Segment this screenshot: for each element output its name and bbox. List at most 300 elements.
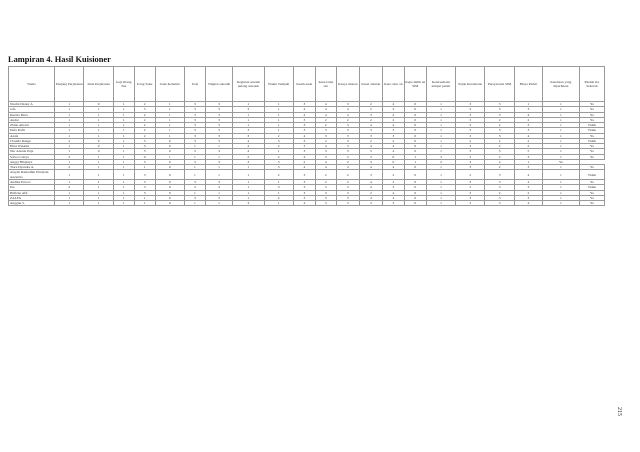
table-cell: Ya [543, 159, 580, 164]
table-cell: 1 [543, 179, 580, 184]
respondent-name-cell: Tiara Dyandra A. [9, 165, 55, 170]
table-cell: 1 [55, 149, 84, 154]
table-cell: 3 [359, 201, 382, 206]
table-cell: 3 [184, 179, 205, 184]
respondent-name-cell: Naufal Dzaky A [9, 102, 55, 107]
table-cell: 1 [55, 201, 84, 206]
table-cell: 3 [184, 117, 205, 122]
table-cell: 2 [359, 190, 382, 195]
table-cell: Ya [579, 117, 604, 122]
table-cell: 1 [84, 112, 113, 117]
table-cell: 2 [264, 154, 293, 159]
table-cell: 1 [426, 133, 455, 138]
table-cell: 4 [315, 159, 336, 164]
table-cell: 0 [155, 159, 184, 164]
table-cell: 4 [233, 144, 264, 149]
table-cell: Ya [579, 190, 604, 195]
table-cell: 1 [84, 123, 113, 128]
table-cell: 3 [485, 195, 514, 200]
table-cell: 0 [382, 159, 404, 164]
table-cell: 1 [113, 138, 134, 143]
table-cell: 1 [543, 154, 580, 159]
table-cell: 3 [233, 107, 264, 112]
table-cell: 5 [315, 201, 336, 206]
table-cell: 3 [233, 133, 264, 138]
table-cell: 1 [543, 201, 580, 206]
table-cell: 1 [184, 201, 205, 206]
table-cell: 0 [404, 149, 426, 154]
table-cell: Ya [579, 149, 604, 154]
table-cell: 3 [205, 195, 232, 200]
table-cell: 1 [426, 195, 455, 200]
table-body [9, 102, 605, 206]
table-cell: 3 [456, 201, 485, 206]
table-cell: 1 [113, 107, 134, 112]
table-cell: 1 [155, 107, 184, 112]
table-cell: 1 [113, 165, 134, 170]
table-cell: 2 [336, 117, 359, 122]
table-cell: 3 [485, 133, 514, 138]
table-cell: Tidak [579, 185, 604, 190]
table-cell: 2 [55, 138, 84, 143]
table-cell: 0 [155, 185, 184, 190]
table-cell: 3 [336, 190, 359, 195]
table-cell: 1 [155, 112, 184, 117]
table-cell: 4 [382, 144, 404, 149]
table-cell: 2 [134, 112, 155, 117]
table-cell: 1 [233, 165, 264, 170]
table-cell: 3 [205, 149, 232, 154]
column-header: Tingkat sekolah [205, 67, 232, 102]
table-cell: 0 [404, 112, 426, 117]
table-cell: 0 [155, 170, 184, 180]
table-cell: 2 [55, 154, 84, 159]
table-cell: 1 [84, 107, 113, 112]
table-cell: 1 [113, 149, 134, 154]
table-cell: 3 [315, 190, 336, 195]
table-cell: 3 [485, 102, 514, 107]
table-cell: 3 [336, 144, 359, 149]
table-cell: 3 [205, 128, 232, 133]
table-cell: 1 [84, 195, 113, 200]
table-cell: 3 [485, 170, 514, 180]
table-cell: 4 [293, 133, 315, 138]
table-cell: 3 [205, 138, 232, 143]
table-cell: 0 [84, 149, 113, 154]
table-cell: 4 [233, 149, 264, 154]
table-cell: 1 [155, 102, 184, 107]
table-cell: 1 [543, 165, 580, 170]
table-cell: 3 [359, 112, 382, 117]
table-cell: 1 [184, 165, 205, 170]
table-cell: 3 [336, 185, 359, 190]
table-cell: 2 [134, 123, 155, 128]
table-cell: 2 [456, 133, 485, 138]
table-cell: 1 [113, 128, 134, 133]
table-cell: 1 [205, 144, 232, 149]
column-header: Kenya manan [336, 67, 359, 102]
respondent-name-cell: André [9, 117, 55, 122]
table-cell: 3 [456, 123, 485, 128]
table-cell: 3 [233, 201, 264, 206]
table-cell: 1 [543, 102, 580, 107]
table-cell: 1 [543, 144, 580, 149]
table-cell: Ya [579, 201, 604, 206]
table-cell: 0 [404, 170, 426, 180]
table-cell: 1 [514, 102, 542, 107]
table-cell: 1 [426, 185, 455, 190]
respondent-name-cell: Anggun S. [9, 201, 55, 206]
table-cell: 3 [485, 185, 514, 190]
table-cell: 2 [485, 123, 514, 128]
table-cell: 3 [184, 149, 205, 154]
table-cell: 3 [336, 149, 359, 154]
table-cell: 3 [264, 165, 293, 170]
table-cell: 2 [336, 154, 359, 159]
table-cell: 1 [426, 102, 455, 107]
table-cell: 1 [543, 123, 580, 128]
table-cell: 2 [134, 117, 155, 122]
table-cell: 1 [264, 123, 293, 128]
table-cell: 1 [113, 112, 134, 117]
table-cell: 3 [184, 138, 205, 143]
table-cell: 0 [404, 165, 426, 170]
table-cell: 3 [205, 185, 232, 190]
table-cell: 3 [293, 138, 315, 143]
table-cell: 2 [514, 144, 542, 149]
table-cell: Ya [579, 154, 604, 159]
table-cell: 3 [134, 170, 155, 180]
table-cell: Ya [579, 195, 604, 200]
table-cell: 1 [84, 159, 113, 164]
table-cell: 3 [293, 144, 315, 149]
table-cell: 3 [293, 185, 315, 190]
table-cell: 4 [359, 123, 382, 128]
table-cell: 1 [84, 165, 113, 170]
table-cell: 0 [404, 117, 426, 122]
table-cell: 4 [514, 201, 542, 206]
table-cell: 1 [205, 170, 232, 180]
column-header: Panjang Perjalanan [55, 67, 84, 102]
table-cell: 3 [184, 128, 205, 133]
table-cell: 3 [456, 112, 485, 117]
table-cell: 3 [134, 144, 155, 149]
table-cell: 1 [543, 195, 580, 200]
table-cell: 4 [293, 165, 315, 170]
table-cell: 3 [382, 133, 404, 138]
table-cell: 0 [155, 138, 184, 143]
table-cell: 3 [205, 123, 232, 128]
table-cell: 1 [113, 179, 134, 184]
table-cell: 3 [184, 159, 205, 164]
table-cell: 2 [456, 170, 485, 180]
table-cell: 0 [155, 144, 184, 149]
table-cell: 1 [543, 149, 580, 154]
table-cell: 1 [55, 123, 84, 128]
table-cell: 3 [134, 190, 155, 195]
table-cell: 1 [113, 102, 134, 107]
table-cell: 1 [264, 190, 293, 195]
questionnaire-table [8, 66, 605, 206]
table-cell: 5 [359, 149, 382, 154]
table-cell: 3 [184, 185, 205, 190]
table-cell: 2 [382, 138, 404, 143]
respondent-name-cell: Hani Wuskita [9, 144, 55, 149]
table-cell: 1 [155, 154, 184, 159]
table-cell: 2 [264, 170, 293, 180]
table-cell: 1 [404, 154, 426, 159]
table-cell: 2 [134, 133, 155, 138]
table-cell: Ya [579, 107, 604, 112]
table-cell: Ya [579, 102, 604, 107]
table-cell: 1 [205, 201, 232, 206]
table-cell: 3 [315, 133, 336, 138]
table-cell: 3 [134, 179, 155, 184]
table-cell: 3 [456, 195, 485, 200]
table-cell: 2 [264, 195, 293, 200]
table-cell: 4 [382, 149, 404, 154]
respondent-name-cell: Azala [9, 133, 55, 138]
table-cell: 3 [293, 117, 315, 122]
table-cell: 3 [315, 195, 336, 200]
table-cell: 1 [84, 170, 113, 180]
table-cell: 4 [315, 107, 336, 112]
respondent-name-cell: Dafa Rafli [9, 128, 55, 133]
table-cell: 0 [84, 138, 113, 143]
table-cell: 0 [155, 190, 184, 195]
table-cell: 5 [359, 107, 382, 112]
column-header: Waktu Tempuh [264, 67, 293, 102]
table-cell: 1 [404, 159, 426, 164]
table-cell: 1 [55, 107, 84, 112]
table-cell: 4 [359, 165, 382, 170]
table-cell: 2 [485, 154, 514, 159]
table-cell: 3 [456, 149, 485, 154]
table-cell: 4 [382, 165, 404, 170]
table-cell: 3 [315, 185, 336, 190]
table-cell: 1 [264, 107, 293, 112]
table-cell: 0 [404, 190, 426, 195]
table-cell: 3 [184, 123, 205, 128]
table-cell: 1 [55, 102, 84, 107]
table-cell: 1 [84, 133, 113, 138]
table-cell: 3 [134, 159, 155, 164]
table-cell: 3 [293, 128, 315, 133]
table-cell: 1 [426, 190, 455, 195]
table-cell: 1 [426, 138, 455, 143]
table-cell: 3 [205, 133, 232, 138]
table-cell: 3 [134, 138, 155, 143]
table-cell: 4 [359, 179, 382, 184]
table-cell: 4 [315, 144, 336, 149]
table-cell: 1 [543, 170, 580, 180]
respondent-name-cell: Hafizna Afif [9, 190, 55, 195]
table-cell: 1 [55, 128, 84, 133]
table-cell: 4 [382, 112, 404, 117]
table-cell: 3 [293, 149, 315, 154]
table-cell: 1 [55, 112, 84, 117]
table-cell: 3 [514, 154, 542, 159]
table-cell: 1 [426, 165, 455, 170]
table-cell: 1 [233, 185, 264, 190]
column-header: Persyaratan SIM [485, 67, 514, 102]
table-cell: 1 [184, 144, 205, 149]
table-cell: 4 [293, 112, 315, 117]
table-cell: 2 [134, 102, 155, 107]
table-cell: 2 [55, 185, 84, 190]
table-cell: 1 [84, 190, 113, 195]
table-cell: 3 [514, 195, 542, 200]
table-cell: 4 [233, 138, 264, 143]
table-cell: 4 [336, 112, 359, 117]
column-header: Gaji Orang Tua [113, 67, 134, 102]
table-cell: 5 [514, 149, 542, 154]
table-cell: 2 [315, 138, 336, 143]
table-cell: 3 [184, 107, 205, 112]
column-header: Jenis Perjalanan [84, 67, 113, 102]
table-cell: 3 [205, 102, 232, 107]
table-cell: 3 [359, 159, 382, 164]
table-cell: 4 [514, 133, 542, 138]
table-cell: 3 [264, 138, 293, 143]
table-cell: 3 [336, 138, 359, 143]
table-cell: 0 [382, 154, 404, 159]
table-cell: 3 [456, 102, 485, 107]
page-number: 215 [616, 407, 622, 416]
table-cell: 1 [233, 112, 264, 117]
table-cell: 0 [404, 107, 426, 112]
table-row [9, 170, 605, 180]
table-cell: 4 [359, 144, 382, 149]
table-cell: 0 [404, 102, 426, 107]
table-cell: 0 [155, 179, 184, 184]
table-cell: 1 [113, 195, 134, 200]
table-cell: 3 [205, 159, 232, 164]
table-cell: 2 [336, 179, 359, 184]
table-cell: 2 [359, 117, 382, 122]
table-cell: 0 [134, 154, 155, 159]
table-cell: 3 [205, 179, 232, 184]
table-cell: 2 [315, 117, 336, 122]
table-cell: 4 [293, 154, 315, 159]
column-header: Pajak Kendaraan [456, 67, 485, 102]
table-cell: 3 [336, 128, 359, 133]
table-cell: 1 [543, 185, 580, 190]
table-cell: Tidak [579, 170, 604, 180]
table-cell: 1 [134, 165, 155, 170]
table-cell: 0 [404, 128, 426, 133]
table-cell: 3 [293, 123, 315, 128]
table-cell: 3 [336, 195, 359, 200]
table-cell: 1 [113, 201, 134, 206]
table-cell: 1 [205, 165, 232, 170]
table-cell: 3 [336, 123, 359, 128]
column-header: Kepe milik an SIM [404, 67, 426, 102]
table-cell: 2 [336, 159, 359, 164]
table-cell: 1 [543, 190, 580, 195]
table-cell: 3 [456, 159, 485, 164]
table-cell: 1 [205, 190, 232, 195]
table-cell: 0 [404, 201, 426, 206]
table-cell: 1 [134, 201, 155, 206]
table-cell: 1 [264, 112, 293, 117]
table-cell: 1 [426, 123, 455, 128]
table-cell: 3 [336, 133, 359, 138]
table-cell: 1 [84, 128, 113, 133]
table-cell: 1 [134, 195, 155, 200]
table-cell: 3 [485, 112, 514, 117]
table-cell: 1 [233, 117, 264, 122]
table-cell: 3 [514, 185, 542, 190]
table-cell: 3 [485, 107, 514, 112]
table-cell: 3 [456, 128, 485, 133]
table-cell: 0 [84, 102, 113, 107]
column-header: Biaya Parkir [514, 67, 542, 102]
table-cell: 0 [404, 185, 426, 190]
column-header: Jenis Kelamin [155, 67, 184, 102]
table-cell: 1 [233, 195, 264, 200]
table-cell: 3 [264, 159, 293, 164]
table-cell: 1 [113, 170, 134, 180]
table-cell: 1 [113, 159, 134, 164]
table-cell: 1 [205, 154, 232, 159]
table-cell: 1 [426, 107, 455, 112]
table-cell: 1 [113, 133, 134, 138]
table-cell: 2 [456, 185, 485, 190]
table-cell: 2 [514, 117, 542, 122]
table-cell: 2 [293, 159, 315, 164]
table-cell: 3 [336, 201, 359, 206]
table-cell: 1 [113, 185, 134, 190]
table-cell: 4 [514, 112, 542, 117]
header-row [9, 67, 605, 102]
table-cell: 1 [113, 190, 134, 195]
table-cell: 1 [84, 201, 113, 206]
table-cell: 1 [264, 102, 293, 107]
table-cell: 3 [293, 179, 315, 184]
table-cell: 1 [426, 179, 455, 184]
table-cell: 2 [485, 190, 514, 195]
column-header: Ketelatan yang diperlukan [543, 67, 580, 102]
table-cell: 1 [514, 159, 542, 164]
table-cell: 1 [233, 170, 264, 180]
table-cell: Ya [579, 179, 604, 184]
table-cell: 2 [315, 123, 336, 128]
table-cell: 1 [155, 133, 184, 138]
respondent-name-cell: rafa [9, 107, 55, 112]
table-cell: 1 [184, 190, 205, 195]
table-cell: 4 [336, 165, 359, 170]
table-cell: 4 [382, 102, 404, 107]
table-cell: 2 [55, 165, 84, 170]
table-cell: 4 [382, 195, 404, 200]
table-cell: 3 [456, 179, 485, 184]
table-cell: 2 [485, 117, 514, 122]
table-cell: 4 [382, 123, 404, 128]
table-cell: 4 [315, 112, 336, 117]
table-cell: Ya [579, 165, 604, 170]
table-cell: 2 [264, 144, 293, 149]
table-cell: 1 [113, 117, 134, 122]
table-cell: 3 [514, 107, 542, 112]
table-cell: 2 [426, 159, 455, 164]
table-cell: 3 [485, 149, 514, 154]
table-cell: 1 [55, 170, 84, 180]
table-cell: 3 [382, 201, 404, 206]
table-cell: 1 [155, 117, 184, 122]
respondent-name-cell: Salwa Clarya [9, 154, 55, 159]
table-cell: 4 [336, 107, 359, 112]
